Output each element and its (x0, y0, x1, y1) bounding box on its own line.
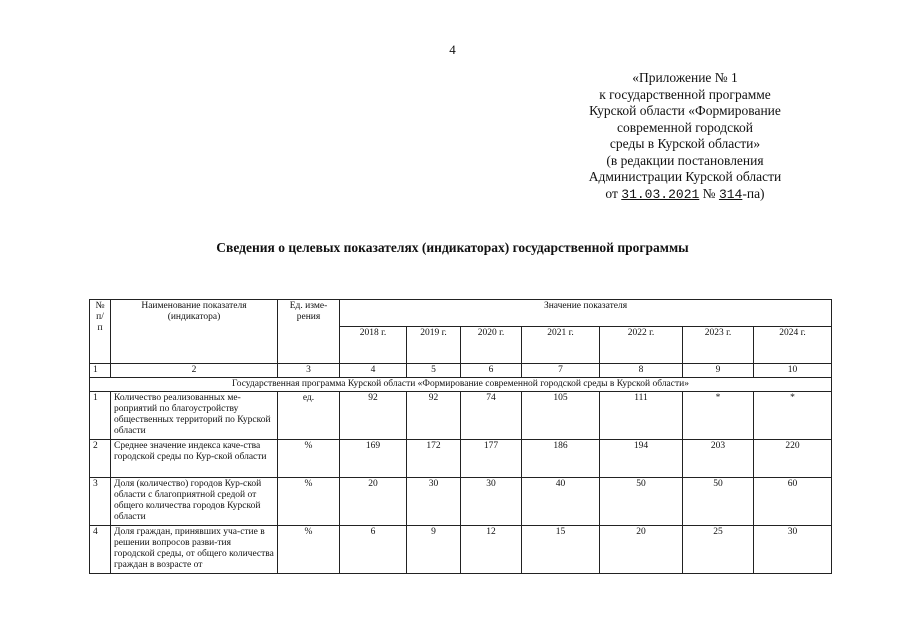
row-num: 1 (90, 392, 111, 440)
column-number-row (90, 364, 832, 378)
program-row: Государственная программа Курской области «Формирование современной городской среды в Курской области» (90, 378, 832, 392)
row-name: Доля граждан, принявших уча-стие в решении вопросов разви-тия городской среды, от общего количества граждан в возрасте от (111, 526, 278, 574)
appendix-line: (в редакции постановления (606, 152, 764, 168)
resolution-date: 31.03.2021 (621, 186, 700, 202)
number-prefix: № (702, 185, 716, 201)
indicators-table (89, 299, 832, 574)
row-value: 30 (461, 478, 522, 526)
number-suffix: -па) (742, 185, 765, 201)
appendix-line: среды в Курской области» (609, 136, 761, 151)
row-unit: % (278, 526, 340, 574)
row-value: 172 (407, 440, 461, 478)
header-value-group: Значение показателя (340, 300, 832, 327)
row-value: 20 (340, 478, 407, 526)
row-value: 20 (600, 526, 683, 574)
row-value: 30 (754, 526, 832, 574)
row-name: Среднее значение индекса каче-ства городской среды по Кур-ской области (111, 440, 278, 478)
row-value: 220 (754, 440, 832, 478)
row-value: 194 (600, 440, 683, 478)
row-value: * (754, 392, 832, 440)
header-name: Наименование показателя (индикатора) (111, 300, 278, 364)
row-value: 6 (340, 526, 407, 574)
row-value: 186 (522, 440, 600, 478)
column-number: 4 (340, 364, 407, 378)
appendix-line: Курской области «Формирование (589, 103, 781, 118)
column-number: 10 (754, 364, 832, 378)
appendix-block (560, 70, 810, 203)
row-value: 177 (461, 440, 522, 478)
header-year: 2019 г. (407, 327, 461, 364)
column-number: 2 (111, 364, 278, 378)
column-number: 1 (90, 364, 111, 378)
header-year: 2018 г. (340, 327, 407, 364)
row-unit: % (278, 478, 340, 526)
column-number: 5 (407, 364, 461, 378)
row-value: 50 (683, 478, 754, 526)
appendix-date-line (560, 186, 810, 204)
row-name: Доля (количество) городов Кур-ской области с благоприятной средой от общего количества городов Курской области (111, 478, 278, 526)
appendix-line: к государственной программе (599, 86, 771, 102)
document-title: Сведения о целевых показателях (индикаторах) государственной программы (216, 240, 689, 255)
row-num: 3 (90, 478, 111, 526)
column-number: 8 (600, 364, 683, 378)
row-value: 40 (522, 478, 600, 526)
appendix-line: Администрации Курской области (588, 169, 782, 184)
row-value: 30 (407, 478, 461, 526)
table-row (90, 440, 832, 478)
column-number: 9 (683, 364, 754, 378)
row-value: 203 (683, 440, 754, 478)
header-num: № п/ п (90, 300, 111, 364)
header-year: 2023 г. (683, 327, 754, 364)
row-unit: ед. (278, 392, 340, 440)
row-name: Количество реализованных ме-роприятий по благоустройству общественных территорий по Курской области (111, 392, 278, 440)
date-prefix: от (605, 185, 618, 201)
header-unit: Ед. изме-рения (278, 300, 340, 364)
header-year: 2024 г. (754, 327, 832, 364)
row-value: 105 (522, 392, 600, 440)
appendix-line: «Приложение № 1 (632, 70, 738, 85)
resolution-number: 314 (718, 186, 743, 202)
row-value: 169 (340, 440, 407, 478)
row-value: 12 (461, 526, 522, 574)
row-value: * (683, 392, 754, 440)
row-value: 60 (754, 478, 832, 526)
header-year: 2021 г. (522, 327, 600, 364)
row-value: 92 (407, 392, 461, 440)
table-row (90, 478, 832, 526)
row-value: 92 (340, 392, 407, 440)
row-value: 50 (600, 478, 683, 526)
column-number: 6 (461, 364, 522, 378)
appendix-line: современной городской (617, 119, 753, 135)
header-year: 2020 г. (461, 327, 522, 364)
page-number: 4 (449, 42, 456, 57)
row-value: 111 (600, 392, 683, 440)
row-unit: % (278, 440, 340, 478)
row-value: 9 (407, 526, 461, 574)
row-value: 15 (522, 526, 600, 574)
row-num: 2 (90, 440, 111, 478)
row-value: 74 (461, 392, 522, 440)
header-year: 2022 г. (600, 327, 683, 364)
column-number: 3 (278, 364, 340, 378)
column-number: 7 (522, 364, 600, 378)
table-row (90, 526, 832, 574)
table-row (90, 392, 832, 440)
row-value: 25 (683, 526, 754, 574)
row-num: 4 (90, 526, 111, 574)
